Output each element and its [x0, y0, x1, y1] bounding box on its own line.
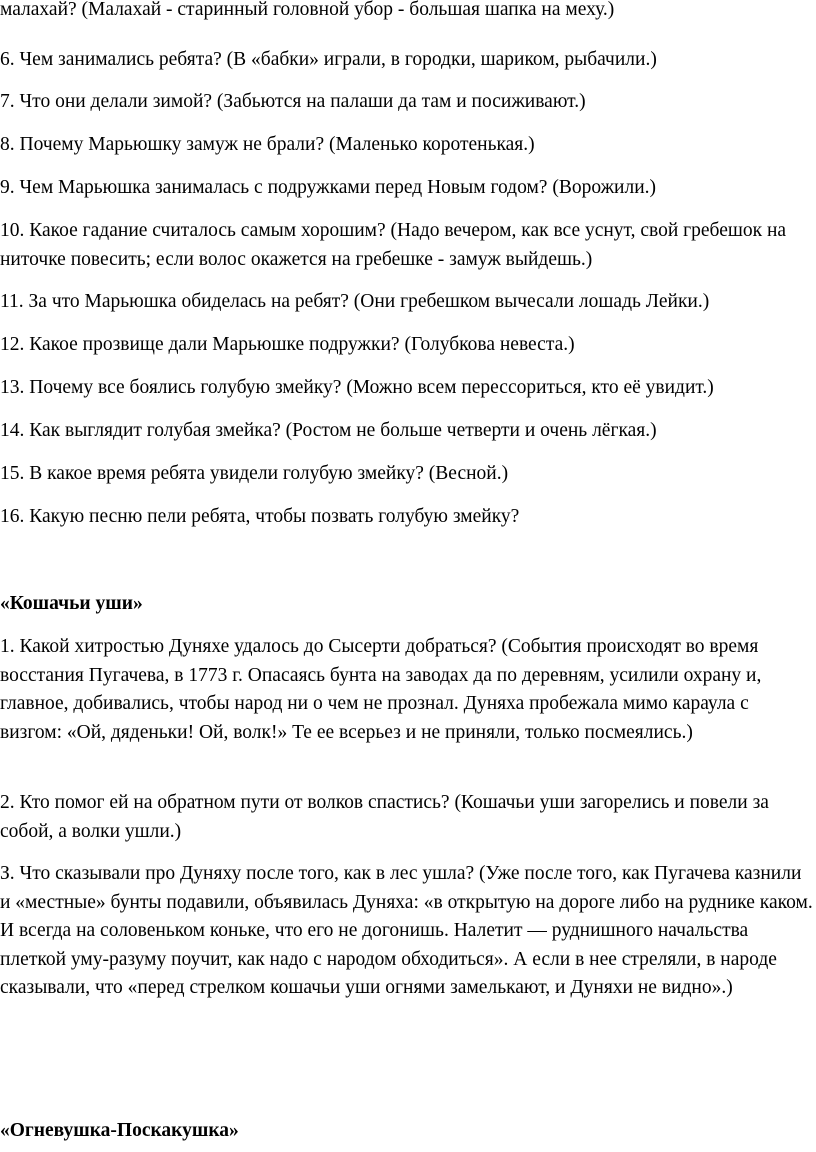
koshachi-question-3: З. Что сказывали про Дуняху после того, как в лес ушла? (Уже после того, как Пугачева казнили и «местные» бунты подавили, объявилась Дуняха: «в открытую на дороге либо на руднике каком. И всегда на соловеньком коньке, что его не догонишь. Налетит — руднишного начальства плеткой уму-разуму поучит, как надо с народом обходиться». А если в нее стреляли, в народе сказывали, что «перед стрелком кошачьи уши огнями замелькают, и Дуняхи не видно».)	[0, 863, 813, 998]
question-10: 10. Какое гадание считалось самым хорошим? (Надо вечером, как все уснут, свой гребешок на ниточке повесить; если волос окажется на гребешке - замуж выйдешь.)	[0, 220, 787, 270]
question-12: 12. Какое прозвище дали Марьюшке подружки? (Голубкова невеста.)	[0, 334, 575, 355]
section-heading-ognevushka: «Огневушка-Поскакушка»	[0, 1120, 239, 1141]
question-7: 7. Что они делали зимой? (Забьются на палаши да там и посиживают.)	[0, 91, 586, 112]
question-16: 16. Какую песню пели ребята, чтобы позвать голубую змейку?	[0, 506, 520, 527]
question-14: 14. Как выглядит голубая змейка? (Ростом не больше четверти и очень лёгкая.)	[0, 420, 657, 441]
section-heading-koshachi-ushi: «Кошачьи уши»	[0, 593, 143, 614]
koshachi-question-1: 1. Какой хитростью Дуняхе удалось до Сысерти добраться? (События происходят во время восстания Пугачева, в 1773 г. Опасаясь бунта на заводах да по деревням, усилили охрану и, главное, добивались, чтобы народ ни о чем не прознал. Дуняха пробежала мимо караула с визгом: «Ой, дяденьки! Ой, волк!» Те ее всерьез и не приняли, только посмеялись.)	[0, 636, 762, 743]
question-8: 8. Почему Марьюшку замуж не брали? (Маленько коротенькая.)	[0, 134, 535, 155]
question-15: 15. В какое время ребята увидели голубую змейку? (Весной.)	[0, 463, 509, 484]
question-9: 9. Чем Марьюшка занималась с подружками перед Новым годом? (Ворожили.)	[0, 177, 657, 198]
paragraph-continuation: малахай? (Малахай - старинный головной убор - большая шапка на меху.)	[0, 0, 615, 20]
koshachi-question-2: 2. Кто помог ей на обратном пути от волков спастись? (Кошачьи уши загорелись и повели за собой, а волки ушли.)	[0, 792, 769, 842]
question-6: 6. Чем занимались ребята? (В «бабки» играли, в городки, шариком, рыбачили.)	[0, 49, 657, 70]
question-13: 13. Почему все боялись голубую змейку? (Можно всем перессориться, кто её увидит.)	[0, 377, 714, 398]
question-11: 11. За что Марьюшка обиделась на ребят? (Они гребешком вычесали лошадь Лейки.)	[0, 291, 710, 312]
